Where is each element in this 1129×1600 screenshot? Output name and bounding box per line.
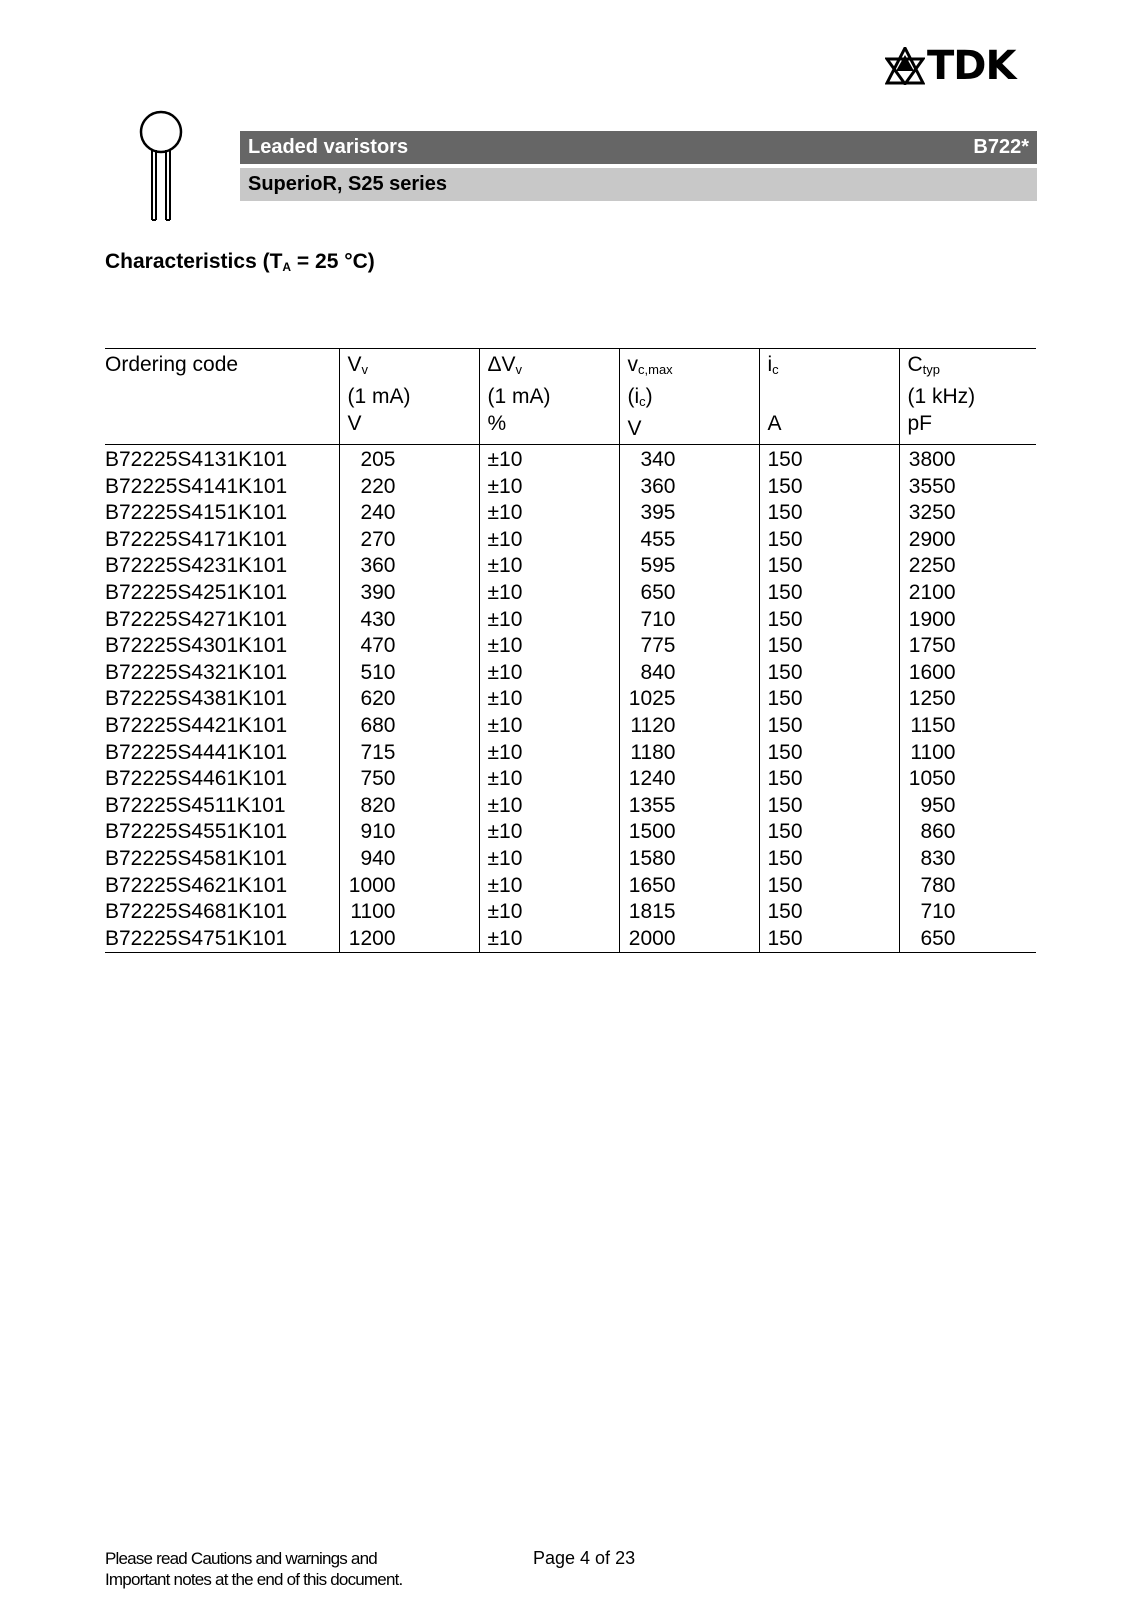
clamping-voltage-cell: 1650	[619, 873, 759, 900]
table-row	[105, 899, 1036, 926]
table-row	[105, 766, 1036, 793]
table-row	[105, 846, 1036, 873]
ordering-code-cell: B72225S4681K101	[105, 900, 288, 924]
table-row	[105, 553, 1036, 580]
section-title: Characteristics ($T_A = 25$ °C)	[105, 250, 375, 274]
table-row	[105, 580, 1036, 607]
table-row	[105, 926, 1036, 953]
varistor-voltage-cell: 360	[339, 553, 479, 580]
ordering-code-cell: B72225S4131K101	[105, 448, 288, 471]
varistor-voltage-cell: 620	[339, 686, 479, 713]
tdk-logo-mark-icon	[885, 47, 925, 85]
capacitance-cell: 1250	[899, 686, 1036, 713]
ordering-code-cell: B72225S4511K101	[105, 793, 286, 817]
voltage-tolerance-cell: ±10	[479, 713, 619, 740]
product-code: B722*	[973, 136, 1029, 158]
capacitance-cell: 1150	[899, 713, 1036, 740]
voltage-tolerance-cell: ±10	[479, 793, 619, 820]
clamping-voltage-cell: 340	[619, 445, 759, 474]
capacitance-cell: 710	[899, 899, 1036, 926]
table-row	[105, 445, 1036, 474]
column-header: $C_{typ}$ (1 kHz) pF	[899, 349, 1036, 445]
capacitance-cell: 3550	[899, 474, 1036, 501]
table-row	[105, 474, 1036, 501]
ordering-code-cell: B72225S4321K101	[105, 660, 288, 684]
voltage-tolerance-cell: ±10	[479, 686, 619, 713]
footer-note-line1: Please read Cautions and warnings and	[105, 1549, 377, 1568]
table-row	[105, 660, 1036, 687]
clamping-voltage-cell: 1180	[619, 740, 759, 767]
capacitance-cell: 3800	[899, 445, 1036, 474]
varistor-voltage-cell: 1100	[339, 899, 479, 926]
clamping-voltage-cell: 1355	[619, 793, 759, 820]
voltage-tolerance-cell: ±10	[479, 474, 619, 501]
current-cell: 150	[759, 660, 899, 687]
voltage-tolerance-cell: ±10	[479, 633, 619, 660]
current-cell: 150	[759, 474, 899, 501]
clamping-voltage-cell: 595	[619, 553, 759, 580]
clamping-voltage-cell: 1815	[619, 899, 759, 926]
table-row	[105, 527, 1036, 554]
clamping-voltage-cell: 1240	[619, 766, 759, 793]
clamping-voltage-cell: 775	[619, 633, 759, 660]
current-cell: 150	[759, 899, 899, 926]
current-cell: 150	[759, 873, 899, 900]
current-cell: 150	[759, 445, 899, 474]
clamping-voltage-cell: 1120	[619, 713, 759, 740]
voltage-tolerance-cell: ±10	[479, 846, 619, 873]
capacitance-cell: 1600	[899, 660, 1036, 687]
varistor-voltage-cell: 470	[339, 633, 479, 660]
ordering-code-cell: B72225S4301K101	[105, 634, 288, 658]
capacitance-cell: 1750	[899, 633, 1036, 660]
varistor-voltage-cell: 430	[339, 607, 479, 634]
series-title: SuperioR, S25 series	[248, 173, 447, 195]
ordering-code-cell: B72225S4231K101	[105, 554, 288, 578]
current-cell: 150	[759, 740, 899, 767]
characteristics-table	[105, 348, 1036, 953]
footer-note	[105, 1548, 402, 1590]
varistor-voltage-cell: 220	[339, 474, 479, 501]
column-header: $\Delta V_v$ (1 mA) %	[479, 349, 619, 445]
page-number: Page 4 of 23	[533, 1548, 636, 1568]
clamping-voltage-cell: 2000	[619, 926, 759, 953]
voltage-tolerance-cell: ±10	[479, 607, 619, 634]
voltage-tolerance-cell: ±10	[479, 660, 619, 687]
varistor-voltage-cell: 820	[339, 793, 479, 820]
column-header: $V_v$ (1 mA) V	[339, 349, 479, 445]
table-row	[105, 686, 1036, 713]
varistor-icon	[136, 110, 186, 225]
ordering-code-cell: B72225S4271K101	[105, 607, 288, 631]
clamping-voltage-cell: 840	[619, 660, 759, 687]
voltage-tolerance-cell: ±10	[479, 819, 619, 846]
capacitance-cell: 830	[899, 846, 1036, 873]
current-cell: 150	[759, 500, 899, 527]
current-cell: 150	[759, 819, 899, 846]
voltage-tolerance-cell: ±10	[479, 766, 619, 793]
current-cell: 150	[759, 580, 899, 607]
table-row	[105, 713, 1036, 740]
current-cell: 150	[759, 553, 899, 580]
varistor-voltage-cell: 510	[339, 660, 479, 687]
clamping-voltage-cell: 395	[619, 500, 759, 527]
capacitance-cell: 780	[899, 873, 1036, 900]
voltage-tolerance-cell: ±10	[479, 445, 619, 474]
varistor-voltage-cell: 240	[339, 500, 479, 527]
voltage-tolerance-cell: ±10	[479, 580, 619, 607]
voltage-tolerance-cell: ±10	[479, 527, 619, 554]
table-header-row	[105, 349, 1036, 445]
current-cell: 150	[759, 713, 899, 740]
table-row	[105, 500, 1036, 527]
capacitance-cell: 1900	[899, 607, 1036, 634]
column-header: $i_c$ A	[759, 349, 899, 445]
current-cell: 150	[759, 607, 899, 634]
tdk-logo	[885, 43, 1037, 89]
table-row	[105, 633, 1036, 660]
tdk-logo-text: TDK	[927, 43, 1016, 89]
varistor-voltage-cell: 910	[339, 819, 479, 846]
ordering-code-cell: B72225S4551K101	[105, 820, 288, 844]
varistor-voltage-cell: 940	[339, 846, 479, 873]
capacitance-cell: 1100	[899, 740, 1036, 767]
varistor-voltage-cell: 390	[339, 580, 479, 607]
capacitance-cell: 860	[899, 819, 1036, 846]
varistor-voltage-cell: 205	[339, 445, 479, 474]
voltage-tolerance-cell: ±10	[479, 873, 619, 900]
ordering-code-cell: B72225S4461K101	[105, 767, 288, 791]
voltage-tolerance-cell: ±10	[479, 500, 619, 527]
capacitance-cell: 1050	[899, 766, 1036, 793]
voltage-tolerance-cell: ±10	[479, 553, 619, 580]
ordering-code-cell: B72225S4421K101	[105, 713, 288, 737]
footer-note-line2: Important notes at the end of this document.	[105, 1570, 403, 1589]
category-title: Leaded varistors	[248, 136, 409, 158]
clamping-voltage-cell: 455	[619, 527, 759, 554]
voltage-tolerance-cell: ±10	[479, 740, 619, 767]
clamping-voltage-cell: 360	[619, 474, 759, 501]
capacitance-cell: 2100	[899, 580, 1036, 607]
ordering-code-cell: B72225S4751K101	[105, 926, 339, 953]
table-row	[105, 607, 1036, 634]
ordering-code-cell: B72225S4381K101	[105, 687, 288, 711]
ordering-code-cell: B72225S4581K101	[105, 846, 288, 870]
clamping-voltage-cell: 710	[619, 607, 759, 634]
series-header	[240, 168, 1037, 201]
varistor-voltage-cell: 715	[339, 740, 479, 767]
voltage-tolerance-cell: ±10	[479, 926, 619, 953]
capacitance-cell: 2900	[899, 527, 1036, 554]
ordering-code-cell: B72225S4621K101	[105, 873, 288, 897]
varistor-voltage-cell: 270	[339, 527, 479, 554]
capacitance-cell: 950	[899, 793, 1036, 820]
voltage-tolerance-cell: ±10	[479, 899, 619, 926]
current-cell: 150	[759, 527, 899, 554]
current-cell: 150	[759, 766, 899, 793]
table-row	[105, 793, 1036, 820]
varistor-voltage-cell: 680	[339, 713, 479, 740]
column-header: $v_{c,max}$ $(i_c)$ V	[619, 349, 759, 445]
varistor-voltage-cell: 750	[339, 766, 479, 793]
ordering-code-cell: B72225S4141K101	[105, 474, 288, 498]
clamping-voltage-cell: 1580	[619, 846, 759, 873]
capacitance-cell: 650	[899, 926, 1036, 953]
clamping-voltage-cell: 1500	[619, 819, 759, 846]
current-cell: 150	[759, 926, 899, 953]
capacitance-cell: 2250	[899, 553, 1036, 580]
current-cell: 150	[759, 633, 899, 660]
ordering-code-cell: B72225S4251K101	[105, 580, 288, 604]
column-header: Ordering code	[105, 349, 339, 445]
table-row	[105, 740, 1036, 767]
varistor-voltage-cell: 1000	[339, 873, 479, 900]
ordering-code-cell: B72225S4151K101	[105, 501, 288, 525]
category-header	[240, 131, 1037, 164]
varistor-voltage-cell: 1200	[339, 926, 479, 953]
table-row	[105, 819, 1036, 846]
current-cell: 150	[759, 686, 899, 713]
ordering-code-cell: B72225S4441K101	[105, 740, 288, 764]
current-cell: 150	[759, 793, 899, 820]
table-row	[105, 873, 1036, 900]
clamping-voltage-cell: 650	[619, 580, 759, 607]
current-cell: 150	[759, 846, 899, 873]
capacitance-cell: 3250	[899, 500, 1036, 527]
clamping-voltage-cell: 1025	[619, 686, 759, 713]
ordering-code-cell: B72225S4171K101	[105, 527, 288, 551]
